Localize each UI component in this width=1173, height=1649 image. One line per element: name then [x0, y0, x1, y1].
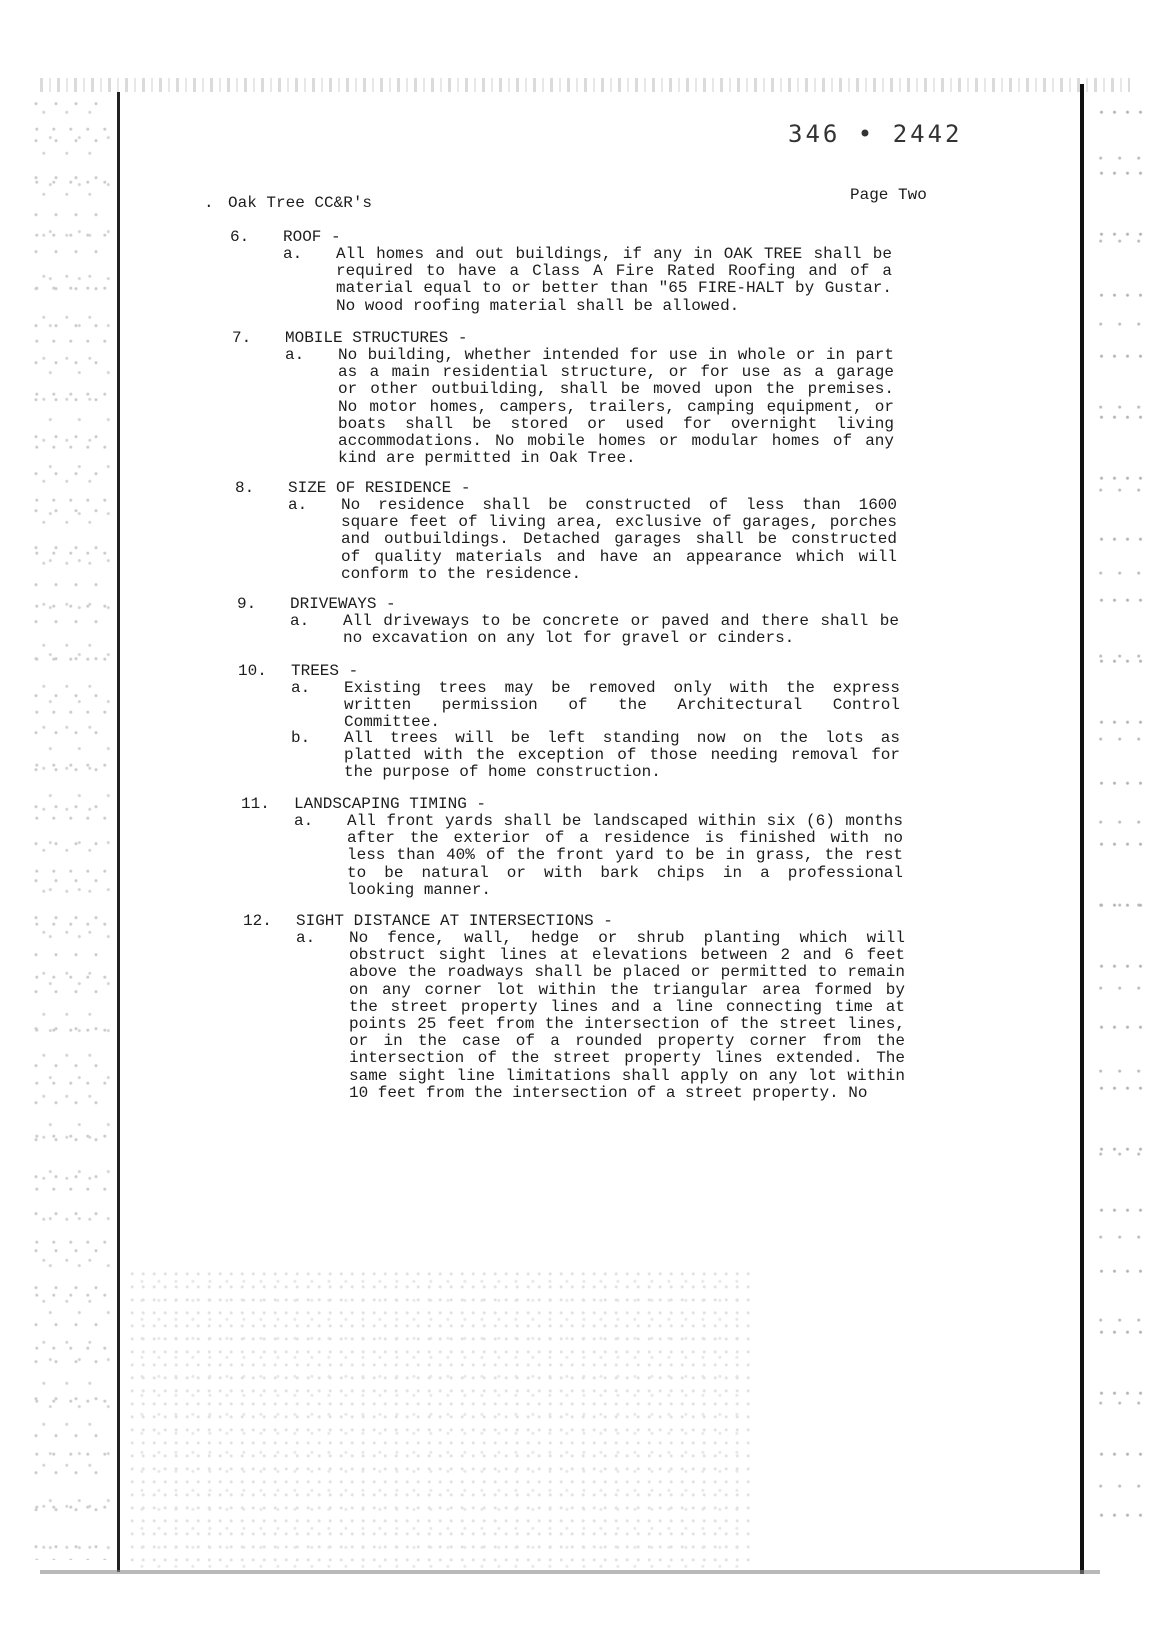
item-text: No residence shall be constructed of less than 1600 square feet of living area, exclusive of garages, porches and outbuildings. Detached garages shall be constructed of quality materials and have an appearance which will conform to the residence. — [341, 496, 897, 583]
title-marker: . — [204, 194, 214, 212]
item-letter: b. — [291, 729, 311, 747]
section-title: DRIVEWAYS - — [290, 595, 396, 613]
section-title: TREES - — [291, 662, 359, 680]
scan-left-border — [117, 92, 120, 1572]
section-number: 8. — [235, 479, 255, 497]
item-letter: a. — [285, 346, 305, 364]
page-label: Page Two — [850, 186, 927, 204]
document-title: Oak Tree CC&R's — [228, 194, 373, 212]
item-text: All driveways to be concrete or paved and there shall be no excavation on any lot for gravel or cinders. — [343, 612, 899, 648]
item-text: No fence, wall, hedge or shrub planting which will obstruct sight lines at elevations between 2 and 6 feet above the roadways shall be placed or permitted to remain on any corner lot within the triangular area formed by the street property lines and a line connecting time at points 25 feet from the intersection of the street lines, or in the case of a rounded property corner from the intersection of the street property lines extended. The same sight line limitations shall apply on any lot within 10 feet from the intersection of a street property. No — [349, 929, 905, 1102]
section-title: ROOF - — [283, 228, 341, 246]
scan-right-noise — [1095, 100, 1145, 1560]
scan-left-noise — [30, 100, 110, 1560]
section-title: SIGHT DISTANCE AT INTERSECTIONS - — [296, 912, 613, 930]
section-number: 11. — [241, 795, 270, 813]
section-number: 6. — [230, 228, 250, 246]
section-title: LANDSCAPING TIMING - — [294, 795, 487, 813]
section-title: MOBILE STRUCTURES - — [285, 329, 468, 347]
section-number: 7. — [232, 329, 252, 347]
item-letter: a. — [288, 496, 308, 514]
scan-bottom-edge — [40, 1570, 1100, 1574]
item-text: All front yards shall be landscaped within six (6) months after the exterior of a residence is finished with no less than 40% of the front yard to be in grass, the rest to be natural or with bark chips in a professional looking manner. — [347, 812, 903, 899]
scan-right-border — [1080, 84, 1084, 1574]
recording-stamp: 346 • 2442 — [788, 120, 963, 148]
item-text: All trees will be left standing now on the lots as platted with the exception of those needing removal for the purpose of home construction. — [344, 729, 900, 782]
document-title-block — [204, 194, 373, 212]
item-letter: a. — [283, 245, 303, 263]
section-number: 10. — [238, 662, 267, 680]
section-number: 9. — [237, 595, 257, 613]
item-text: All homes and out buildings, if any in OAK TREE shall be required to have a Class A Fire Rated Roofing and of a material equal to or better than "65 FIRE-HALT by Gustar. No wood roofing material shall be allowed. — [336, 245, 892, 315]
item-letter: a. — [290, 612, 310, 630]
item-letter: a. — [291, 679, 311, 697]
section-title: SIZE OF RESIDENCE - — [288, 479, 471, 497]
section-number: 12. — [243, 912, 272, 930]
scan-bottom-noise — [130, 1270, 750, 1570]
item-text: No building, whether intended for use in whole or in part as a main residential structure, or for use as a garage or other outbuilding, shall be moved upon the premises. No motor homes, campers, trailers, camping equipment, or boats shall be stored or used for overnight living accommodations. No mobile homes or modular homes of any kind are permitted in Oak Tree. — [338, 346, 894, 468]
item-letter: a. — [296, 929, 316, 947]
item-text: Existing trees may be removed only with the express written permission of the Architectural Control Committee. — [344, 679, 900, 732]
item-letter: a. — [294, 812, 314, 830]
scan-top-edge — [40, 78, 1130, 92]
